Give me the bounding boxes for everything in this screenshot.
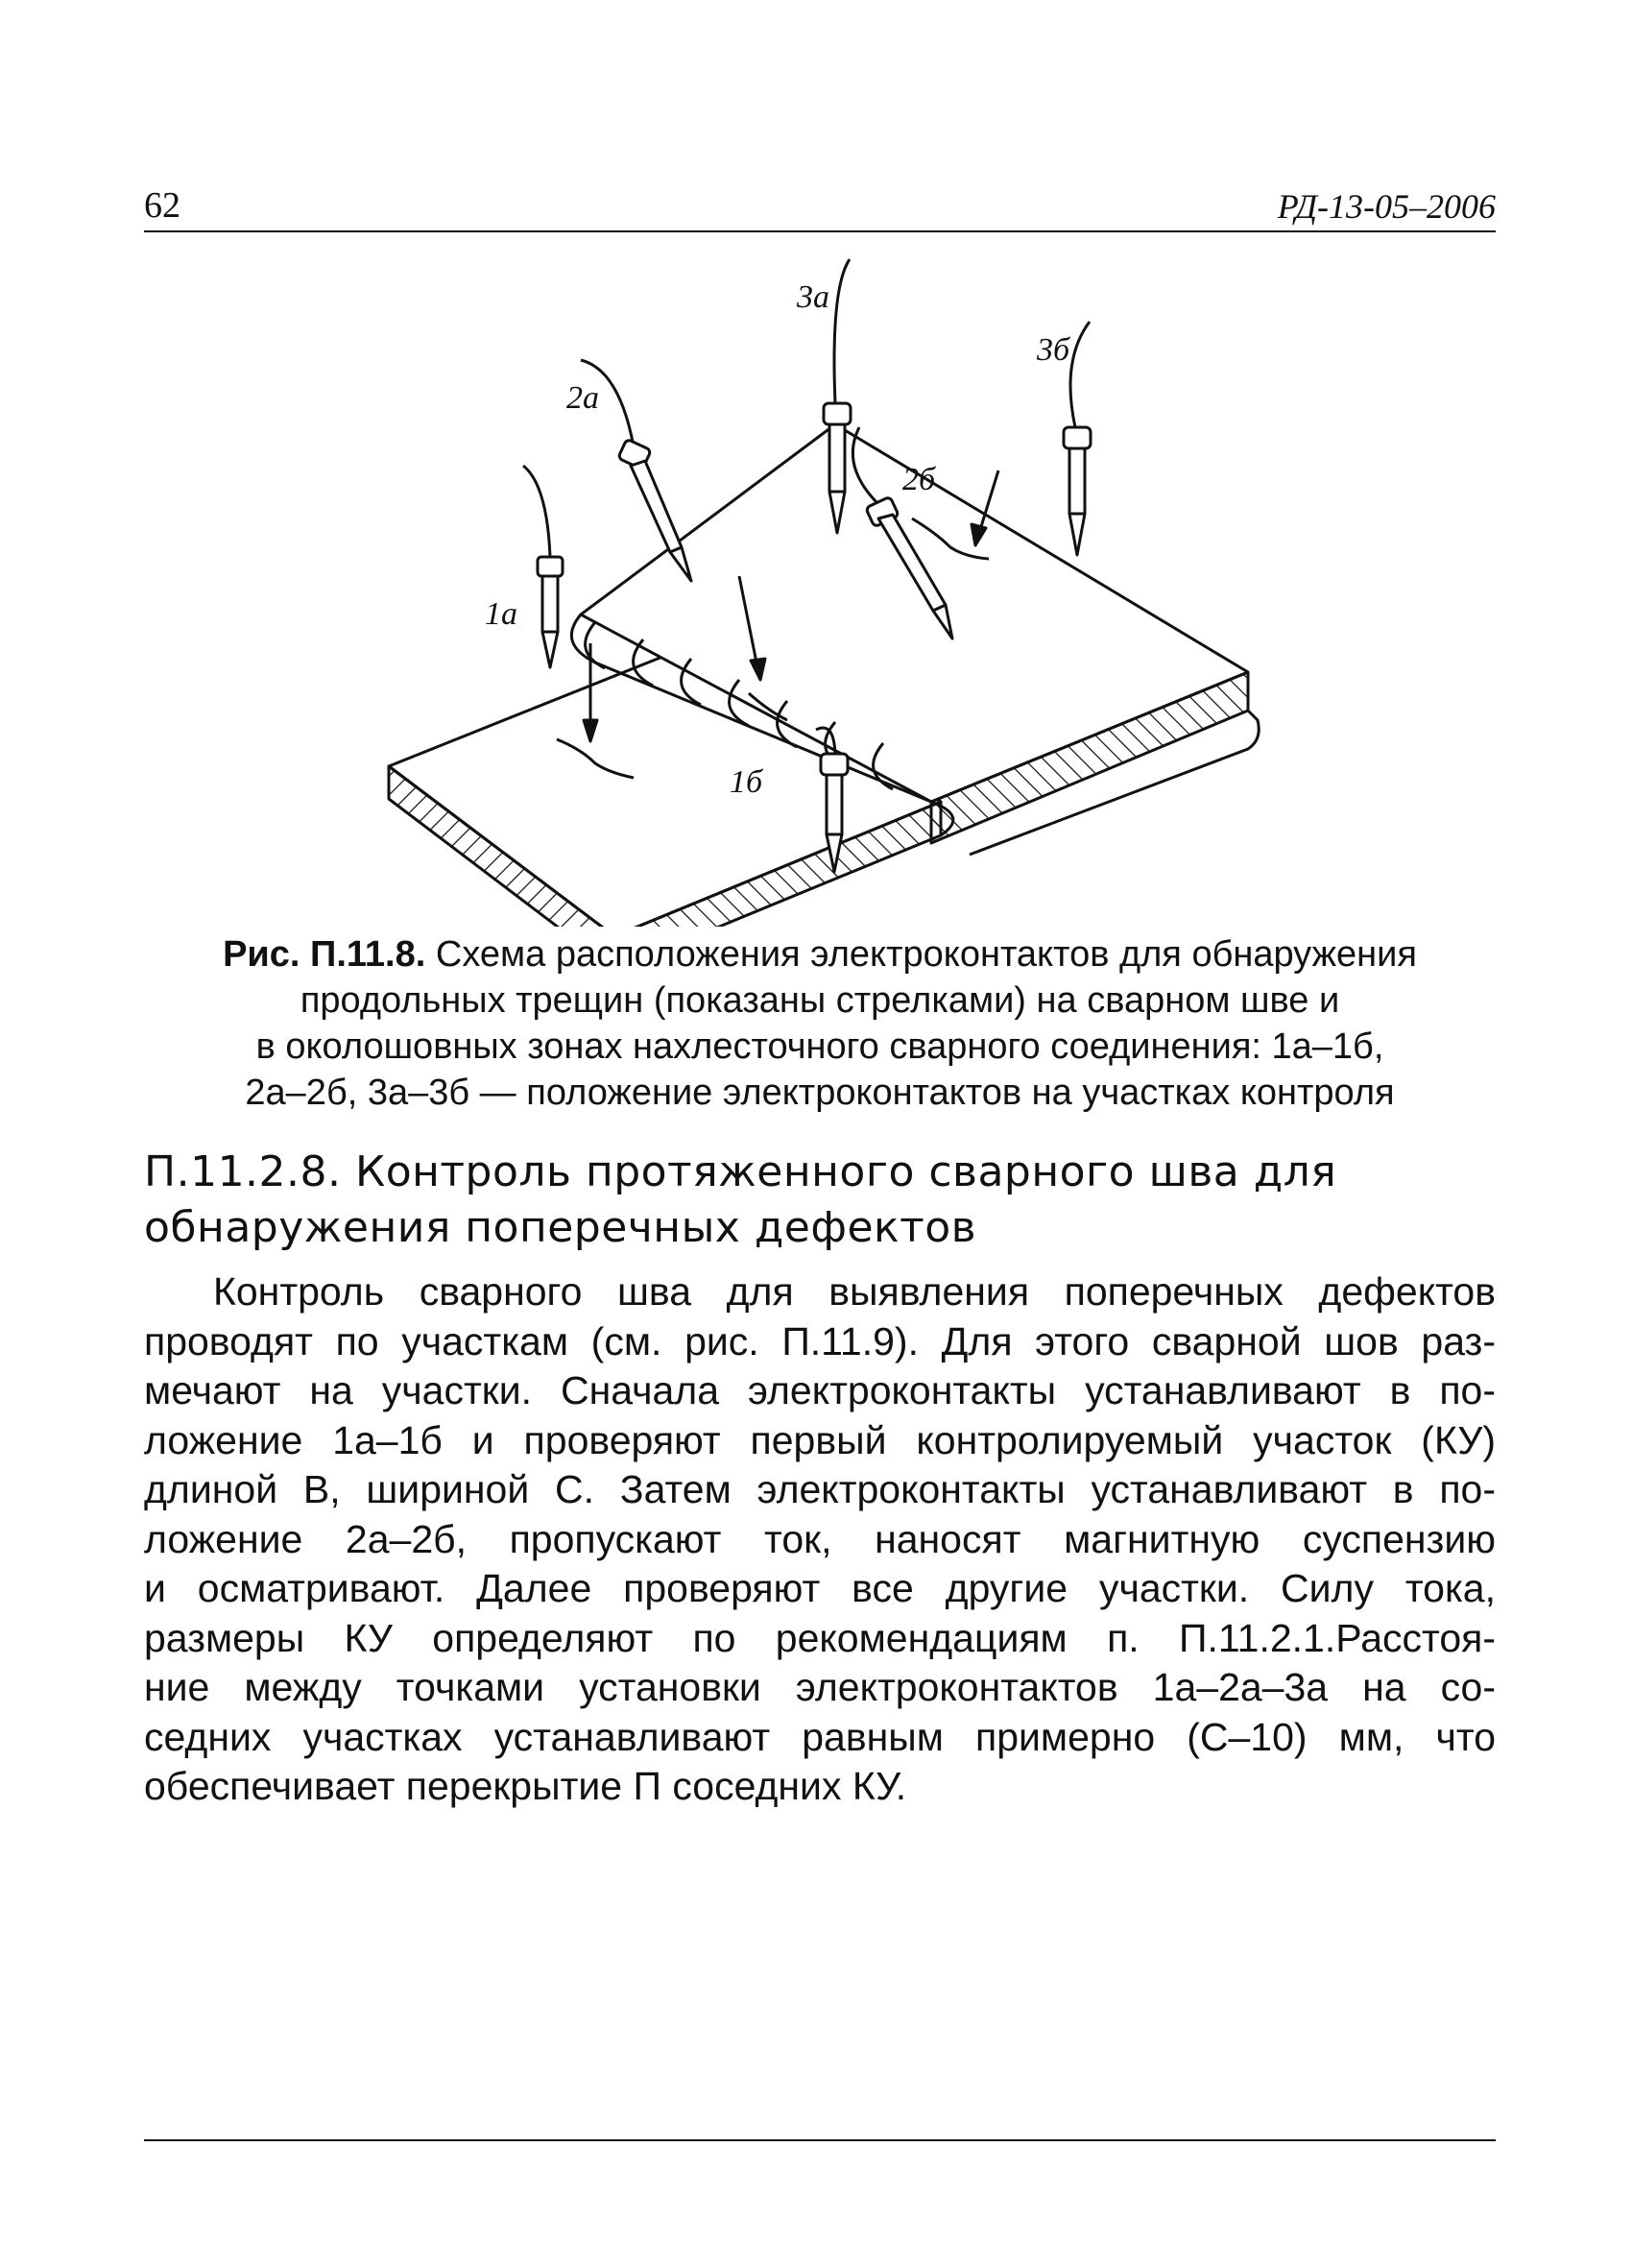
- caption-line-1-text: Схема расположения электроконтактов для обнаружения: [425, 934, 1417, 975]
- body-line: мечают на участки. Сначала электроконтакты устанавливают в по-: [144, 1368, 1496, 1412]
- body-line: обеспечивает перекрытие П соседних КУ.: [144, 1764, 907, 1808]
- section-heading: [144, 1145, 1496, 1256]
- footer-rule: [144, 2139, 1496, 2141]
- body-line: длиной B, шириной C. Затем электроконтакты устанавливают в по-: [144, 1467, 1496, 1511]
- label-1a: 1а: [485, 596, 517, 632]
- body-paragraph: [144, 1267, 1496, 1812]
- lap-joint-diagram: [144, 245, 1496, 927]
- lap-joint-figure: [144, 245, 1496, 927]
- label-2b: 2б: [902, 462, 936, 497]
- caption-line-4: 2а–2б, 3а–3б — положение электроконтактов на участках контроля: [245, 1073, 1395, 1113]
- page-header: [144, 173, 1496, 232]
- body-line: и осматривают. Далее проверяют все другие участки. Силу тока,: [144, 1566, 1496, 1610]
- electrode-1a: [523, 466, 563, 667]
- body-line: ние между точками установки электроконтактов 1а–2а–3а на со-: [144, 1665, 1496, 1709]
- section-heading-line-1: П.11.2.8. Контроль протяженного сварного шва для: [144, 1147, 1337, 1196]
- body-line: проводят по участкам (см. рис. П.11.9). Для этого сварной шов раз-: [144, 1318, 1496, 1363]
- label-3a: 3а: [797, 279, 829, 315]
- page-number: 62: [144, 185, 180, 226]
- body-line: ложение 2а–2б, пропускают ток, наносят магнитную суспензию: [144, 1516, 1496, 1561]
- body-line: размеры КУ определяют по рекомендациям п. П.11.2.1.Расстоя-: [144, 1615, 1496, 1660]
- document-code: РД-13-05–2006: [1277, 187, 1496, 226]
- figure-label: Рис. П.11.8.: [223, 934, 426, 975]
- body-line: ложение 1а–1б и проверяют первый контролируемый участок (КУ): [144, 1417, 1496, 1462]
- section-heading-line-2: обнаружения поперечных дефектов: [144, 1203, 977, 1252]
- label-2a: 2а: [566, 380, 599, 416]
- figure-caption: [144, 931, 1496, 1116]
- caption-line-2: продольных трещин (показаны стрелками) на сварном шве и: [300, 980, 1340, 1021]
- caption-line-3: в околошовных зонах нахлесточного сварного соединения: 1а–1б,: [255, 1026, 1384, 1067]
- label-3b: 3б: [1037, 332, 1070, 368]
- body-line: седних участках устанавливают равным примерно (C–10) мм, что: [144, 1714, 1496, 1759]
- body-line: Контроль сварного шва для выявления поперечных дефектов: [213, 1269, 1496, 1314]
- caption-line-1: [144, 931, 1496, 977]
- label-1b: 1б: [730, 764, 763, 800]
